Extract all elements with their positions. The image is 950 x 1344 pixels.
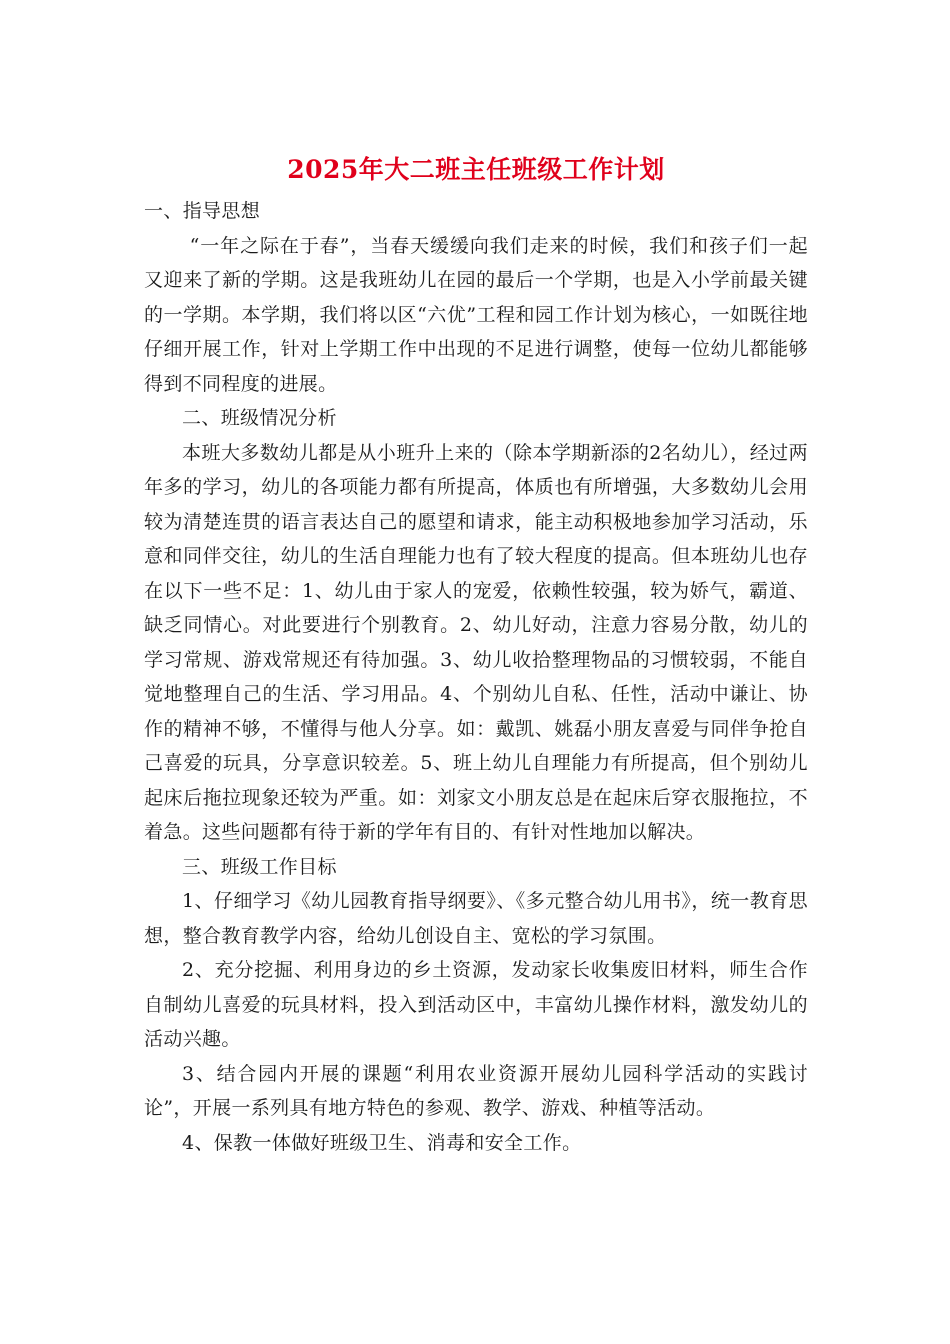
- paragraph-class-analysis: 本班大多数幼儿都是从小班升上来的（除本学期新添的2名幼儿），经过两年多的学习，幼儿的各项能力都有所提高，体质也有所增强，大多数幼儿会用较为清楚连贯的语言表达自己的愿望和请求，能主动积极地参加学习活动，乐意和同伴交往，幼儿的生活自理能力也有了较大程度的提高。但本班幼儿也存在以下一些不足：1、幼儿由于家人的宠爱，依赖性较强，较为娇气，霸道、缺乏同情心。对此要进行个别教育。2、幼儿好动，注意力容易分散，幼儿的学习常规、游戏常规还有待加强。3、幼儿收拾整理物品的习惯较弱，不能自觉地整理自己的生活、学习用品。4、个别幼儿自私、任性，活动中谦让、协作的精神不够，不懂得与他人分享。如：戴凯、姚磊小朋友喜爱与同伴争抢自己喜爱的玩具，分享意识较差。5、班上幼儿自理能力有所提高，但个别幼儿起床后拖拉现象还较为严重。如：刘家文小朋友总是在起床后穿衣服拖拉，不着急。这些问题都有待于新的学年有目的、有针对性地加以解决。: [144, 441, 808, 843]
- document-body: [144, 146, 808, 1160]
- document-title: 2025年大二班主任班级工作计划: [287, 155, 665, 184]
- paragraph-goal-1: 1、仔细学习《幼儿园教育指导纲要》、《多元整合幼儿用书》，统一教育思想，整合教育教学内容，给幼儿创设自主、宽松的学习氛围。: [144, 890, 808, 947]
- section-heading-class-goals: 三、班级工作目标: [182, 855, 337, 878]
- paragraph-goal-2: 2、充分挖掘、利用身边的乡土资源，发动家长收集废旧材料，师生合作自制幼儿喜爱的玩具材料，投入到活动区中，丰富幼儿操作材料，激发幼儿的活动兴趣。: [144, 959, 808, 1050]
- section-heading-class-analysis: 二、班级情况分析: [182, 407, 337, 429]
- section-heading-guiding-thought: 一、指导思想: [144, 200, 261, 222]
- paragraph-goal-3: 3、结合园内开展的课题“利用农业资源开展幼儿园科学活动的实践讨论”，开展一系列具有地方特色的参观、教学、游戏、种植等活动。: [144, 1062, 808, 1119]
- paragraph-guiding-thought: “一年之际在于春”，当春天缓缓向我们走来的时候，我们和孩子们一起又迎来了新的学期。这是我班幼儿在园的最后一个学期，也是入小学前最关键的一学期。本学期，我们将以区“六优”工程和园工作计划为核心，一如既往地仔细开展工作，针对上学期工作中出现的不足进行调整，使每一位幼儿都能够得到不同程度的进展。: [144, 234, 808, 395]
- paragraph-goal-4: 4、保教一体做好班级卫生、消毒和安全工作。: [182, 1131, 582, 1154]
